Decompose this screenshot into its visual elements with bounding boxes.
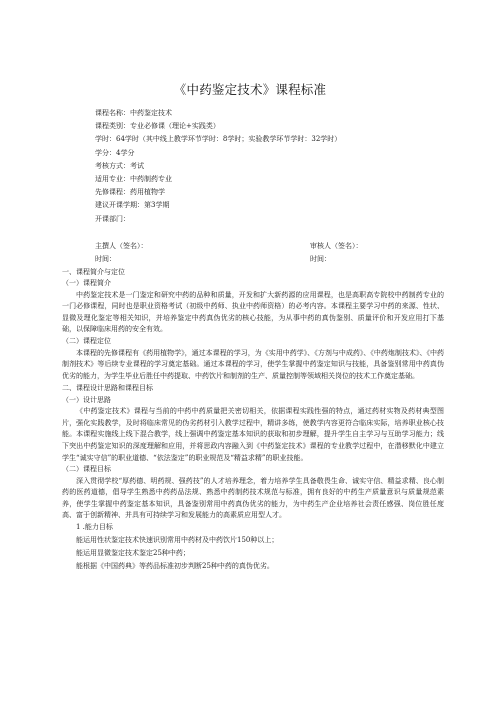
editor-signature-block bbox=[95, 240, 148, 266]
section-heading-2: 二、课程设计思路和课程目标 bbox=[62, 383, 153, 392]
editor-signature-label: 主撰人（签名）： bbox=[95, 242, 148, 250]
course-meta bbox=[95, 107, 341, 226]
subsection-heading-design: （一）设计思路 bbox=[62, 395, 111, 404]
reviewer-signature-block bbox=[310, 240, 363, 266]
meta-course-name: 课程名称：中药鉴定技术 bbox=[95, 109, 172, 117]
paragraph-positioning: 本课程的先修课程有《药用植物学》，通过本课程的学习，为《实用中药学》、《方剂与中成药》、《中药炮制技术》、《中药制剂技术》等后续专业课程的学习奠定基础。通过本课程的学习，使学生掌握中药鉴定知识与技能，具备鉴别常用中药真伪优劣的能力，为学生毕业后胜任中药提取、中药饮片和制剂的生产、质量控制等领域相关岗位的技术工作奠定基础。 bbox=[62, 348, 444, 380]
subsection-heading-goals: （二）课程目标 bbox=[62, 465, 111, 474]
reviewer-signature-label: 审核人（签名）： bbox=[310, 242, 363, 250]
page-title: 《中药鉴定技术》课程标准 bbox=[173, 82, 327, 97]
document-body bbox=[62, 266, 444, 573]
subsection-heading-intro: （一）课程简介 bbox=[62, 279, 111, 288]
paragraph-goals: 深入贯彻学校“厚药德、明药规、强药技”的人才培养理念，着力培养学生具备敬畏生命、诚实守信、精益求精、良心制药的医药道德，倡导学生熟悉中药药品法规、熟悉中药制药技术规范与标准，拥有良好的中药生产质量意识与质量规范素养，使学生掌握中药鉴定基本知识，具备鉴别常用中药真伪优劣的能力，为中药生产企业培养社会责任感强、岗位胜任度高、富于创新精神、并具有可持续学习和发展能力的高素质应用型人才。 bbox=[62, 476, 444, 520]
ability-item: 能运用性状鉴定技术快速识别常用中药材及中药饮片150种以上； bbox=[76, 535, 279, 544]
meta-department: 开课部门： bbox=[95, 214, 130, 223]
editor-time-label: 时间： bbox=[95, 255, 116, 263]
meta-hours: 学时：64学时（其中线上教学环节学时：8学时；实验教学环节学时：32学时） bbox=[95, 135, 342, 144]
ability-item: 能根据《中国药典》等药品标准初步判断25种中药的真伪优劣。 bbox=[76, 562, 274, 571]
reviewer-time-label: 时间： bbox=[310, 255, 331, 263]
section-heading-1: 一、课程简介与定位 bbox=[62, 267, 125, 276]
meta-credits: 学分：4学分 bbox=[95, 148, 135, 157]
meta-assessment: 考核方式：考试 bbox=[95, 161, 144, 170]
ability-heading: 1 .能力目标 bbox=[76, 523, 113, 532]
meta-course-category: 课程类别：专业必修课（理论+实践类） bbox=[95, 122, 220, 131]
ability-item: 能运用显微鉴定技术鉴定25种中药； bbox=[76, 548, 190, 557]
paragraph-intro: 中药鉴定技术是一门鉴定和研究中药的品种和质量，开发和扩大新药源的应用课程，也是高职高专院校中药制药专业的一门必修课程，同时也是职业资格考试（初级中药师、执业中药师资格）的必考内容。本课程主要学习中药的来源、性状、显微及理化鉴定等相关知识，并培养鉴定中药真伪优劣的核心技能，为从事中药的真伪鉴别、质量评价和开发应用打下基础，以保障临床用药的安全有效。 bbox=[62, 290, 444, 334]
meta-major: 适用专业：中药制药专业 bbox=[95, 175, 172, 184]
meta-semester: 建议开课学期：第3学期 bbox=[95, 201, 170, 210]
meta-prerequisite: 先修课程：药用植物学 bbox=[95, 188, 165, 197]
paragraph-design: 《中药鉴定技术》课程与当前的中药中药质量把关密切相关，依据课程实践性强的特点，通过药材实物及药材典型图片，强化实践教学，及时将临床常见的伪劣药材引入教学过程中，精讲多练，使教学内容更符合临床实际，培养职业核心技能。本课程实施线上线下混合教学，线上强调中药鉴定基本知识的获取和初步理解，提升学生自主学习与互助学习能力；线下突出中药鉴定知识的深度理解和应用，并将思政内容融入到《中药鉴定技术》课程的专业教学过程中，在潜移默化中建立学生“诚实守信”的职业道德、“依法鉴定”的职业规范及“精益求精”的职业技能。 bbox=[62, 407, 444, 462]
subsection-heading-positioning: （二）课程定位 bbox=[62, 337, 111, 346]
